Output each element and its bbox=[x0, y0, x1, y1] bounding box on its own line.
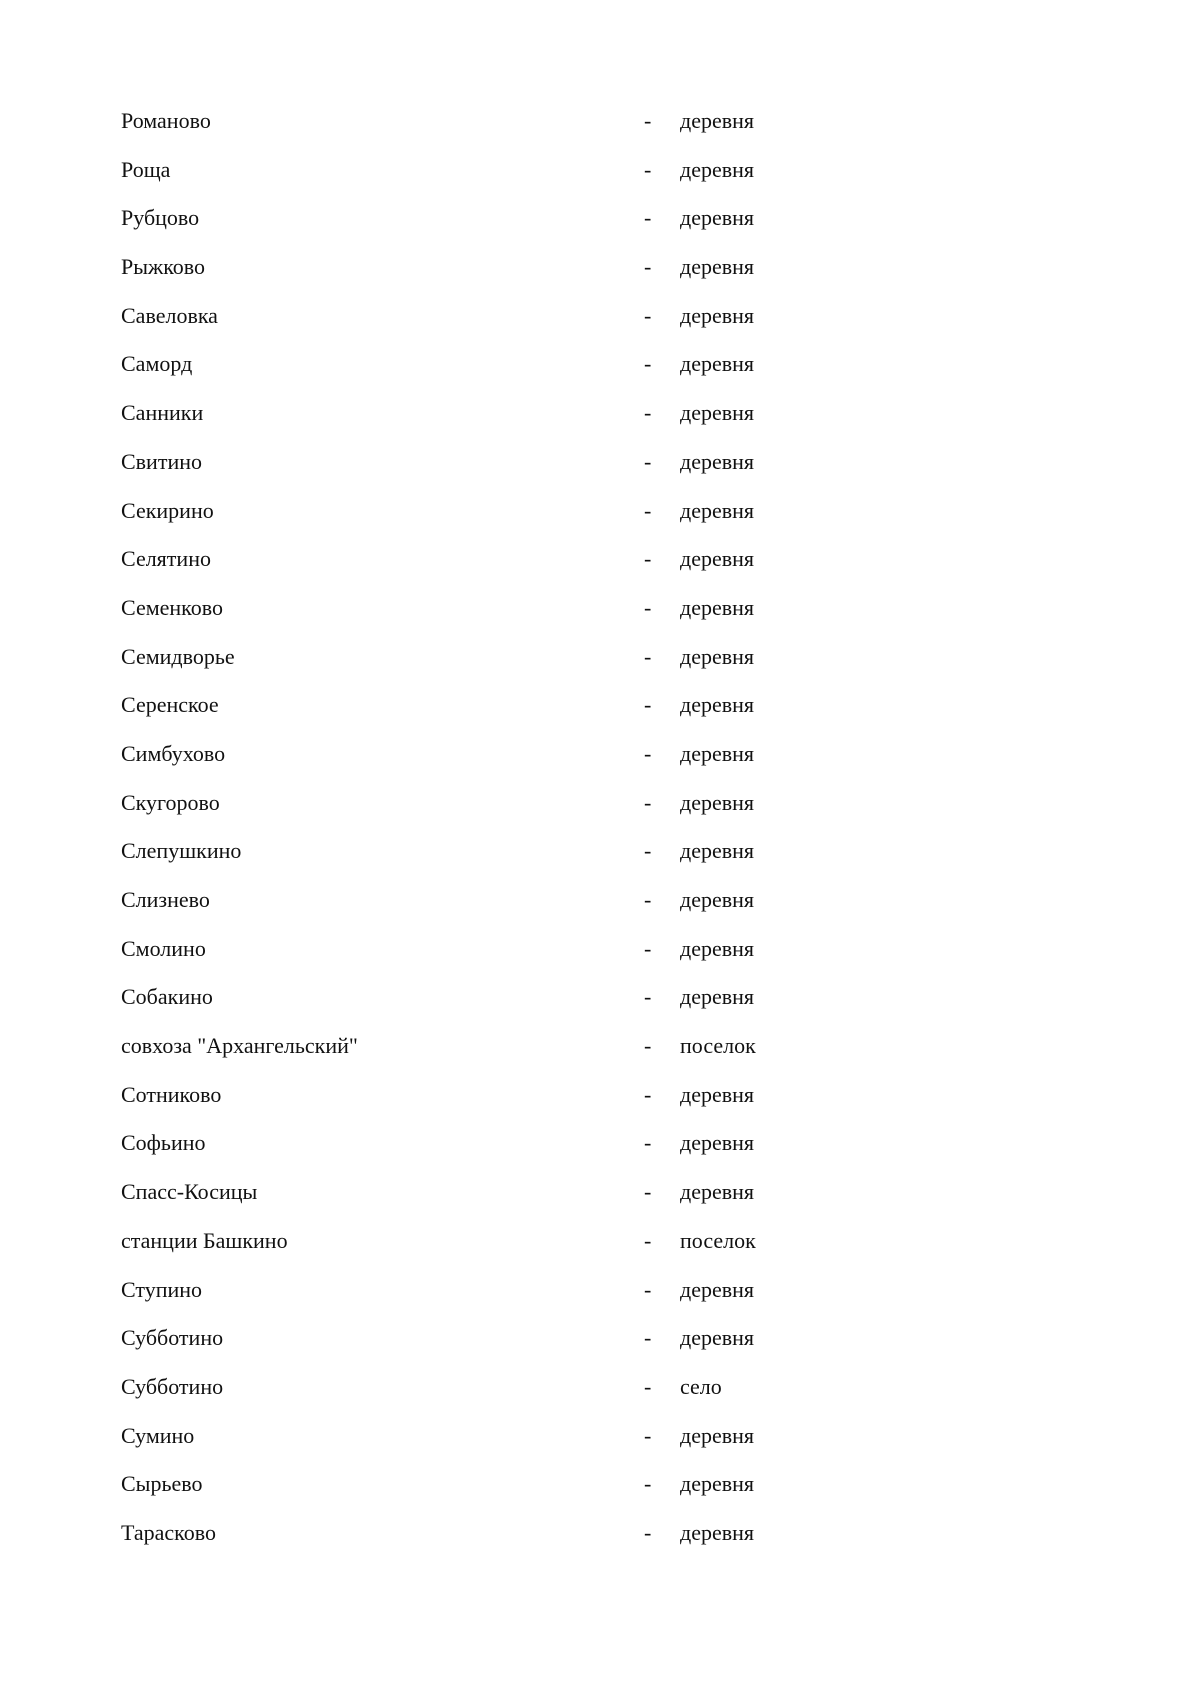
settlement-type: деревня bbox=[680, 1179, 755, 1205]
settlement-name: Субботино bbox=[121, 1325, 224, 1351]
settlement-name: Сотниково bbox=[121, 1081, 222, 1107]
separator-dash: - bbox=[644, 935, 652, 961]
settlement-name: Слизнево bbox=[121, 887, 210, 912]
settlement-name: Сырьево bbox=[121, 1471, 203, 1497]
settlement-name: Семенково bbox=[121, 594, 223, 620]
settlement-name: Рубцово bbox=[121, 205, 200, 231]
settlement-type: деревня bbox=[680, 351, 755, 377]
list-item bbox=[121, 205, 1021, 254]
list-item bbox=[121, 351, 1021, 400]
separator-dash: - bbox=[644, 302, 652, 328]
list-item bbox=[121, 838, 1021, 887]
settlement-type: деревня bbox=[680, 108, 755, 133]
list-item bbox=[121, 741, 1021, 790]
settlement-type: поселок bbox=[680, 1033, 756, 1059]
list-item bbox=[121, 1374, 1021, 1423]
separator-dash: - bbox=[644, 740, 652, 766]
list-item bbox=[121, 1325, 1021, 1374]
settlement-name: Симбухово bbox=[121, 740, 226, 766]
settlement-type: деревня bbox=[680, 546, 755, 572]
list-item bbox=[121, 400, 1021, 449]
settlement-type: деревня bbox=[680, 1471, 755, 1497]
settlement-name: Романово bbox=[121, 108, 211, 133]
separator-dash: - bbox=[644, 1276, 652, 1302]
settlement-type: деревня bbox=[680, 643, 755, 669]
list-item bbox=[121, 887, 1021, 936]
list-item bbox=[121, 644, 1021, 693]
settlement-name: Смолино bbox=[121, 935, 206, 961]
settlement-name: Селятино bbox=[121, 546, 211, 572]
settlement-name: Тарасково bbox=[121, 1519, 216, 1545]
settlement-type: деревня bbox=[680, 1276, 755, 1302]
settlement-type: деревня bbox=[680, 594, 755, 620]
settlement-name: совхоза "Архангельский" bbox=[121, 1033, 358, 1059]
settlement-name: Савеловка bbox=[121, 302, 218, 328]
separator-dash: - bbox=[644, 205, 652, 231]
list-item bbox=[121, 254, 1021, 303]
settlement-list bbox=[121, 108, 1021, 1569]
list-item bbox=[121, 1228, 1021, 1277]
settlement-type: деревня bbox=[680, 448, 755, 474]
separator-dash: - bbox=[644, 497, 652, 523]
settlement-name: Роща bbox=[121, 156, 171, 182]
separator-dash: - bbox=[644, 984, 652, 1010]
settlement-type: деревня bbox=[680, 400, 755, 426]
separator-dash: - bbox=[644, 156, 652, 182]
separator-dash: - bbox=[644, 400, 652, 426]
settlement-type: деревня bbox=[680, 205, 755, 231]
settlement-name: Собакино bbox=[121, 984, 213, 1010]
separator-dash: - bbox=[644, 887, 652, 912]
settlement-type: деревня bbox=[680, 156, 755, 182]
separator-dash: - bbox=[644, 1422, 652, 1448]
list-item bbox=[121, 303, 1021, 352]
list-item bbox=[121, 1033, 1021, 1082]
list-item bbox=[121, 1423, 1021, 1472]
list-item bbox=[121, 157, 1021, 206]
settlement-type: деревня bbox=[680, 1519, 755, 1545]
settlement-type: деревня bbox=[680, 497, 755, 523]
settlement-name: Сумино bbox=[121, 1422, 195, 1448]
settlement-type: поселок bbox=[680, 1227, 756, 1253]
list-item bbox=[121, 790, 1021, 839]
list-item bbox=[121, 1520, 1021, 1569]
list-item bbox=[121, 1130, 1021, 1179]
settlement-type: деревня bbox=[680, 984, 755, 1010]
settlement-name: Софьино bbox=[121, 1130, 206, 1156]
settlement-type: деревня bbox=[680, 302, 755, 328]
settlement-type: деревня bbox=[680, 1081, 755, 1107]
separator-dash: - bbox=[644, 1519, 652, 1545]
list-item bbox=[121, 546, 1021, 595]
list-item bbox=[121, 595, 1021, 644]
settlement-type: деревня bbox=[680, 740, 755, 766]
settlement-type: деревня bbox=[680, 692, 755, 718]
settlement-type: деревня bbox=[680, 254, 755, 280]
settlement-type: деревня bbox=[680, 838, 755, 864]
list-item bbox=[121, 449, 1021, 498]
separator-dash: - bbox=[644, 838, 652, 864]
settlement-type: деревня bbox=[680, 935, 755, 961]
separator-dash: - bbox=[644, 1471, 652, 1497]
settlement-name: Серенское bbox=[121, 692, 219, 718]
separator-dash: - bbox=[644, 1130, 652, 1156]
list-item bbox=[121, 1179, 1021, 1228]
list-item bbox=[121, 108, 1021, 157]
settlement-name: Скугорово bbox=[121, 789, 220, 815]
settlement-name: Санники bbox=[121, 400, 204, 426]
settlement-type: деревня bbox=[680, 1130, 755, 1156]
list-item bbox=[121, 1277, 1021, 1326]
settlement-name: Семидворье bbox=[121, 643, 235, 669]
separator-dash: - bbox=[644, 1081, 652, 1107]
settlement-name: Субботино bbox=[121, 1373, 224, 1399]
settlement-type: деревня bbox=[680, 1325, 755, 1351]
settlement-name: Свитино bbox=[121, 448, 202, 474]
separator-dash: - bbox=[644, 594, 652, 620]
settlement-name: Саморд bbox=[121, 351, 193, 377]
list-item bbox=[121, 936, 1021, 985]
list-item bbox=[121, 1471, 1021, 1520]
list-item bbox=[121, 1082, 1021, 1131]
list-item bbox=[121, 498, 1021, 547]
separator-dash: - bbox=[644, 643, 652, 669]
settlement-type: село bbox=[680, 1373, 722, 1399]
settlement-name: Спасс-Косицы bbox=[121, 1179, 258, 1205]
separator-dash: - bbox=[644, 448, 652, 474]
separator-dash: - bbox=[644, 108, 652, 133]
settlement-type: деревня bbox=[680, 789, 755, 815]
separator-dash: - bbox=[644, 1227, 652, 1253]
separator-dash: - bbox=[644, 692, 652, 718]
list-item bbox=[121, 984, 1021, 1033]
separator-dash: - bbox=[644, 1325, 652, 1351]
separator-dash: - bbox=[644, 546, 652, 572]
separator-dash: - bbox=[644, 1033, 652, 1059]
separator-dash: - bbox=[644, 789, 652, 815]
settlement-name: Секирино bbox=[121, 497, 214, 523]
list-item bbox=[121, 692, 1021, 741]
separator-dash: - bbox=[644, 1179, 652, 1205]
separator-dash: - bbox=[644, 1373, 652, 1399]
settlement-name: станции Башкино bbox=[121, 1227, 288, 1253]
settlement-type: деревня bbox=[680, 887, 755, 912]
separator-dash: - bbox=[644, 254, 652, 280]
separator-dash: - bbox=[644, 351, 652, 377]
settlement-name: Слепушкино bbox=[121, 838, 242, 864]
settlement-name: Ступино bbox=[121, 1276, 203, 1302]
settlement-type: деревня bbox=[680, 1422, 755, 1448]
settlement-name: Рыжково bbox=[121, 254, 206, 280]
